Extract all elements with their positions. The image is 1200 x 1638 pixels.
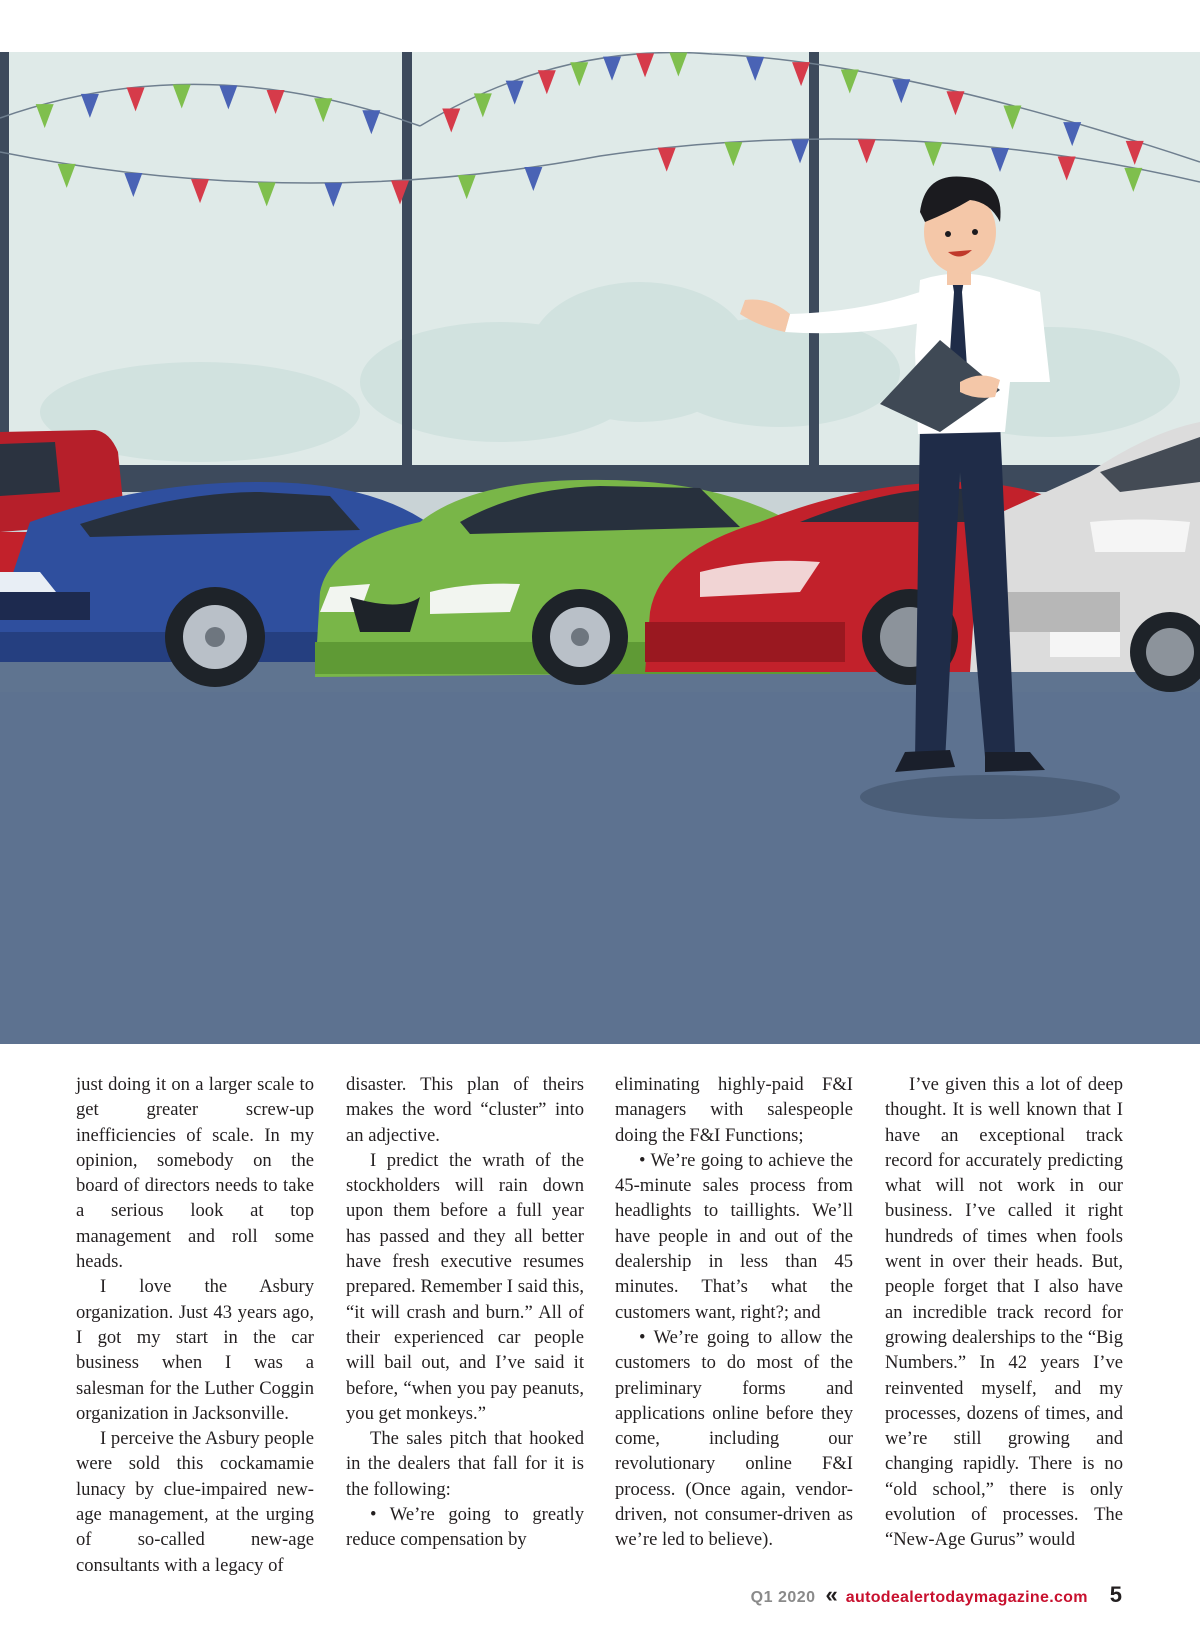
article-bullet: • We’re going to achieve the 45-minute sales process from headlights to taillights. We’ll have people in and out of the dealership in less than 45 minutes. That’s what the customers want, right?; and [615,1149,853,1323]
issue-label: Q1 2020 [750,1589,816,1606]
website-link[interactable]: autodealertodaymagazine.com [845,1589,1088,1606]
article-paragraph: eliminating highly-paid F&I managers with salespeople doing the F&I Functions; [615,1074,853,1146]
showroom-illustration [0,52,1200,1044]
article-bullet: • We’re going to greatly reduce compensation by [346,1504,584,1551]
article-paragraph: I perceive the Asbury people were sold this cockamamie lunacy by clue-impaired new-age management, at the urging of so-called new-age consultants with a legacy of [76,1428,314,1576]
article-column-2 [346,1072,584,1553]
article-paragraph: just doing it on a larger scale to get greater screw-up inefficiencies of scale. In my opinion, somebody on the board of directors needs to take a serious look at top management and roll some heads. [76,1074,314,1273]
article-paragraph: I predict the wrath of the stockholders will rain down upon them before a full year has passed and they all better have fresh executive resumes prepared. Remember I said this, “it will crash and burn.” All of their experienced car people will bail out, and I’ve said it before, “when you pay peanuts, you get monkeys.” [346,1149,584,1424]
article-column-3 [615,1072,853,1553]
article-column-1 [76,1072,314,1578]
page-number: 5 [1109,1582,1122,1607]
article-paragraph: disaster. This plan of theirs makes the word “cluster” into an adjective. [346,1074,584,1146]
separator-icon: « [825,1582,838,1607]
page-footer [751,1582,1122,1612]
article-paragraph: I’ve given this a lot of deep thought. It is well known that I have an exceptional track record for accurately predicting what will not work in our business. I’ve called it right hundreds of times when fools went in over their heads. But, people forget that I also have an incredible track record for growing dealerships to the “Big Numbers.” In 42 years I’ve reinvented myself, and my processes, dozens of times, and we’re still growing and changing rapidly. There is no “old school,” there is only evolution of processes. The “New-Age Gurus” would [885,1074,1123,1551]
article-column-4 [885,1072,1123,1553]
article-bullet: • We’re going to allow the customers to do most of the preliminary forms and applications online before they come, including our revolutionary online F&I process. (Once again, vendor-driven, not consumer-driven as we’re led to believe). [615,1326,853,1551]
article-paragraph: I love the Asbury organization. Just 43 years ago, I got my start in the car business when I was a salesman for the Luther Coggin organization in Jacksonville. [76,1276,314,1424]
article-paragraph: The sales pitch that hooked in the dealers that fall for it is the following: [346,1428,584,1500]
